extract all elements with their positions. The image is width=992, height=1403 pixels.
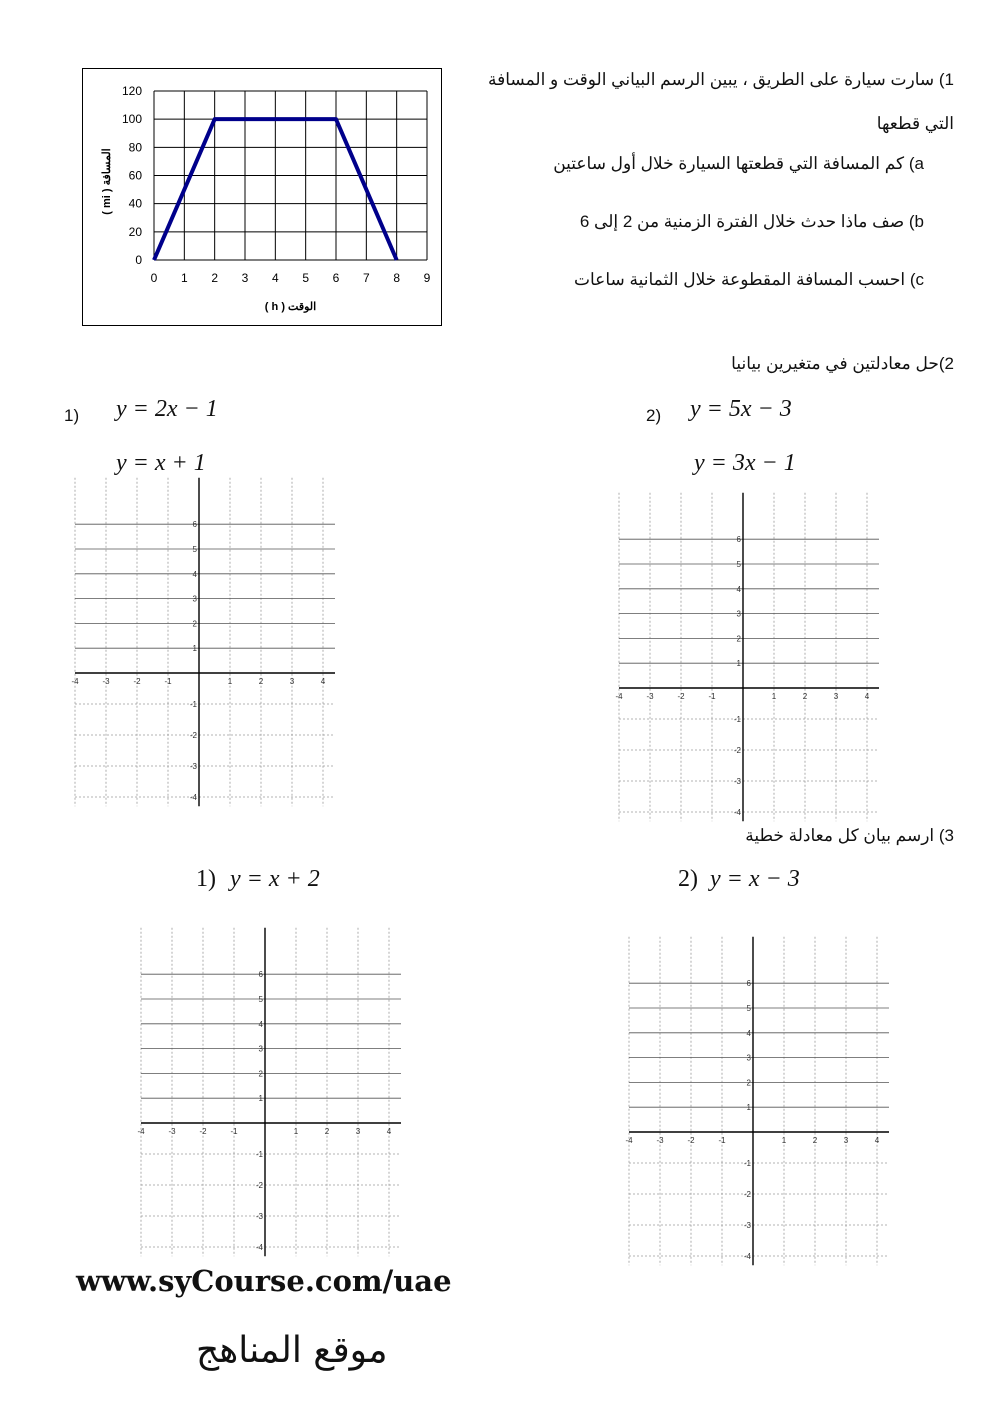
coordinate-grid-q3-1 xyxy=(137,968,404,1252)
q1-line2: التي قطعها xyxy=(876,114,954,133)
grid-ytick-label: 6 xyxy=(192,520,197,530)
grid-ytick-label: 3 xyxy=(258,1044,263,1054)
grid-ytick-label: -2 xyxy=(743,1190,751,1199)
grid-xtick-label: -2 xyxy=(133,677,141,686)
grid-ytick-label: -1 xyxy=(733,715,741,724)
chart-xlabel: الوقت ( h ) xyxy=(264,301,317,313)
q1-part-c: c) احسب المسافة المقطوعة خلال الثمانية ساعات xyxy=(574,270,924,289)
grid-xtick-label: -1 xyxy=(718,1136,726,1145)
grid-xtick-label: 2 xyxy=(258,677,264,686)
grid-xtick-label: -3 xyxy=(646,692,654,701)
q3-part1-number: 1) xyxy=(196,866,216,892)
grid-ytick-label: 1 xyxy=(736,659,741,669)
grid-ytick-label: 6 xyxy=(736,535,741,545)
chart-ytick-label: 120 xyxy=(121,84,142,98)
grid-xtick-label: -1 xyxy=(230,1127,238,1136)
grid-ytick-label: -1 xyxy=(255,1150,263,1159)
grid-ytick-label: -2 xyxy=(733,746,741,755)
grid-xtick-label: 1 xyxy=(293,1127,299,1136)
grid-ytick-label: 1 xyxy=(192,644,197,654)
q3-part2-number: 2) xyxy=(678,866,698,892)
grid-ytick-label: 2 xyxy=(746,1078,751,1088)
grid-ytick-label: -3 xyxy=(189,762,197,771)
q2-part2-eq1: y = 5x − 3 xyxy=(690,396,792,422)
grid-ytick-label: 4 xyxy=(736,584,741,594)
chart-xtick-label: 9 xyxy=(423,271,431,285)
grid-ytick-label: 5 xyxy=(258,995,263,1004)
grid-xtick-label: 3 xyxy=(355,1127,361,1136)
q3-part1-eq: y = x + 2 xyxy=(230,866,320,892)
q1-line1: 1) سارت سيارة على الطريق ، يبين الرسم البياني الوقت و المسافة xyxy=(487,70,954,89)
coordinate-grid-q3-2 xyxy=(625,974,894,1261)
grid-xtick-label: -1 xyxy=(164,677,172,686)
chart-xtick-label: 4 xyxy=(271,271,279,285)
grid-ytick-label: 3 xyxy=(736,609,741,619)
chart-ytick-label: 0 xyxy=(135,253,142,267)
q2-part1-eq1: y = 2x − 1 xyxy=(116,396,218,422)
grid-ytick-label: -2 xyxy=(255,1181,263,1190)
grid-ytick-label: 2 xyxy=(736,634,741,644)
q2-part1-number: 1) xyxy=(64,406,80,425)
footer-url[interactable]: www.syCourse.com/uae xyxy=(76,1264,452,1298)
grid-ytick-label: 4 xyxy=(192,569,197,579)
chart-xtick-label: 3 xyxy=(241,271,249,285)
grid-ytick-label: 5 xyxy=(746,1004,751,1013)
chart-ytick-label: 60 xyxy=(128,168,142,183)
grid-xtick-label: -3 xyxy=(102,677,110,686)
grid-ytick-label: -4 xyxy=(743,1252,751,1261)
grid-xtick-label: 2 xyxy=(812,1136,818,1145)
grid-xtick-label: 3 xyxy=(843,1136,849,1145)
grid-ytick-label: 2 xyxy=(192,619,197,629)
grid-ytick-label: 4 xyxy=(258,1019,263,1029)
q3-heading: 3) ارسم بيان كل معادلة خطية xyxy=(745,826,954,845)
grid-xtick-label: -2 xyxy=(677,692,685,701)
chart-ylabel: المسافة ( mi ) xyxy=(101,148,113,215)
grid-ytick-label: 1 xyxy=(746,1103,751,1113)
grid-ytick-label: 4 xyxy=(746,1028,751,1038)
q1-part-b: b) صف ماذا حدث خلال الفترة الزمنية من 2 إلى 6 xyxy=(579,212,924,231)
grid-xtick-label: -4 xyxy=(615,692,623,701)
q2-heading: 2)حل معادلتين في متغيرين بيانيا xyxy=(731,354,954,373)
coordinate-grid-q2-2 xyxy=(615,524,884,817)
chart-ytick-label: 100 xyxy=(121,112,142,127)
chart-ytick-label: 40 xyxy=(128,196,142,211)
grid-ytick-label: -4 xyxy=(189,793,197,802)
grid-ytick-label: -3 xyxy=(255,1212,263,1221)
grid-xtick-label: 4 xyxy=(320,677,326,686)
grid-xtick-label: -1 xyxy=(708,692,716,701)
grid-ytick-label: 5 xyxy=(736,560,741,569)
grid-xtick-label: 1 xyxy=(227,677,233,686)
distance-time-chart-svg xyxy=(83,69,441,325)
grid-xtick-label: 2 xyxy=(324,1127,330,1136)
grid-ytick-label: -3 xyxy=(733,777,741,786)
grid-ytick-label: 1 xyxy=(258,1094,263,1104)
q2-part1-eq2: y = x + 1 xyxy=(116,450,206,476)
grid-xtick-label: 4 xyxy=(874,1136,880,1145)
chart-ytick-label: 20 xyxy=(128,224,142,239)
grid-ytick-label: 5 xyxy=(192,545,197,554)
chart-xtick-label: 6 xyxy=(332,271,340,285)
grid-ytick-label: -1 xyxy=(189,700,197,709)
grid-xtick-label: -3 xyxy=(168,1127,176,1136)
grid-xtick-label: 3 xyxy=(289,677,295,686)
grid-xtick-label: 3 xyxy=(833,692,839,701)
coordinate-grid-q2-1 xyxy=(71,518,340,802)
grid-ytick-label: -2 xyxy=(189,731,197,740)
grid-xtick-label: -3 xyxy=(656,1136,664,1145)
grid-xtick-label: -4 xyxy=(71,677,79,686)
grid-xtick-label: -2 xyxy=(199,1127,207,1136)
chart-ytick-label: 80 xyxy=(128,140,142,155)
grid-ytick-label: -4 xyxy=(733,808,741,817)
grid-ytick-label: 6 xyxy=(258,970,263,980)
grid-xtick-label: -2 xyxy=(687,1136,695,1145)
chart-xtick-label: 2 xyxy=(211,271,219,285)
chart-xtick-label: 5 xyxy=(302,271,310,285)
q2-part2-eq2: y = 3x − 1 xyxy=(694,450,796,476)
q1-part-a: a) كم المسافة التي قطعتها السيارة خلال أول ساعتين xyxy=(553,154,924,173)
grid-xtick-label: 4 xyxy=(864,692,870,701)
grid-xtick-label: 4 xyxy=(386,1127,392,1136)
grid-ytick-label: -4 xyxy=(255,1243,263,1252)
grid-xtick-label: 1 xyxy=(771,692,777,701)
q3-part2-eq: y = x − 3 xyxy=(710,866,800,892)
grid-ytick-label: 2 xyxy=(258,1069,263,1079)
grid-xtick-label: 2 xyxy=(802,692,808,701)
grid-xtick-label: -4 xyxy=(625,1136,633,1145)
grid-ytick-label: -1 xyxy=(743,1159,751,1168)
chart-xtick-label: 8 xyxy=(393,271,401,285)
grid-ytick-label: 6 xyxy=(746,979,751,989)
chart-xtick-label: 0 xyxy=(150,271,158,285)
chart-xtick-label: 1 xyxy=(180,271,188,285)
chart-xtick-label: 7 xyxy=(362,271,370,285)
q2-part2-number: 2) xyxy=(646,406,662,425)
grid-ytick-label: 3 xyxy=(192,594,197,604)
grid-xtick-label: -4 xyxy=(137,1127,145,1136)
grid-xtick-label: 1 xyxy=(781,1136,787,1145)
grid-ytick-label: 3 xyxy=(746,1053,751,1063)
footer-site-name: موقع المناهج xyxy=(196,1330,388,1371)
distance-time-chart xyxy=(82,68,442,326)
grid-ytick-label: -3 xyxy=(743,1221,751,1230)
